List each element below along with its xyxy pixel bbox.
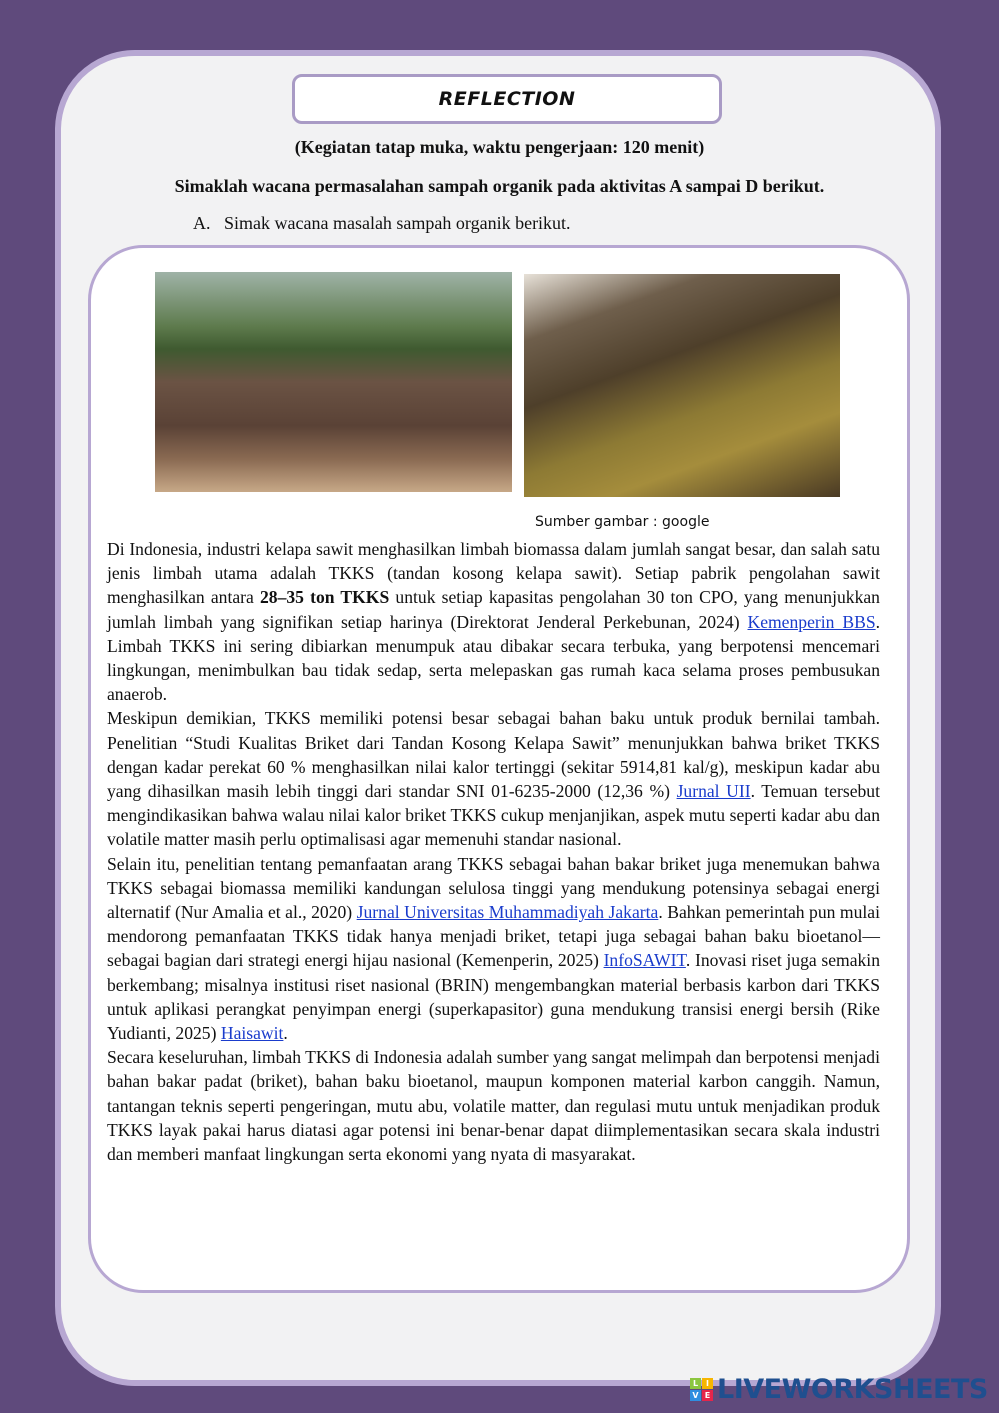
text-segment: untuk setiap kapasitas pengolahan 30 ton CPO, yang menunjukkan jumlah limbah yang signifikan setiap harinya (Direktorat Jenderal Perkebunan, 2024) <box>107 587 880 632</box>
live-logo-icon <box>690 1378 713 1401</box>
text-segment: Meskipun demikian, TKKS memiliki potensi besar sebagai bahan baku untuk produk bernilai tambah. Penelitian “Studi Kualitas Briket dari Tandan Kosong Kelapa Sawit” menunjukkan bahwa briket TKKS dengan kadar perekat 60 % menghasilkan nilai kalor tertinggi (sekitar 5914,81 kal/g), meskipun kadar abu yang dihasilkan masih lebih tinggi dari standar SNI 01-6235-2000 (12,36 %) <box>107 708 880 802</box>
liveworksheets-logo[interactable] <box>690 1374 988 1405</box>
paragraph <box>107 1045 880 1166</box>
logo-text: LIVEWORKSHEETS <box>717 1374 988 1405</box>
text-segment: Secara keseluruhan, limbah TKKS di Indonesia adalah sumber yang sangat melimpah dan berpotensi menjadi bahan bakar padat (briket), bahan baku bioetanol, maupun komponen material karbon canggih. Namun, tantangan teknis seperti pengeringan, mutu abu, volatile matter, dan regulasi mutu untuk menjadikan produk TKKS layak pakai harus diatasi agar potensi ini benar-benar dapat diimplementasikan secara skala industri dan memberi manfaat lingkungan serta ekonomi yang nyata di masyarakat. <box>107 1047 880 1165</box>
bold-text: 28–35 ton TKKS <box>259 587 390 608</box>
tkks-pile-image <box>524 274 840 497</box>
logo-letter: I <box>702 1378 713 1389</box>
text-segment: Di Indonesia, industri kelapa sawit menghasilkan limbah biomassa dalam jumlah sangat besar, dan salah satu jenis limbah utama adalah TKKS (tandan kosong kelapa sawit). Setiap pabrik pengolahan sawit menghasilkan antara <box>107 539 880 608</box>
image-caption: Sumber gambar : google <box>535 514 710 530</box>
text-segment: . Temuan tersebut mengindikasikan bahwa walau nilai kalor briket TKKS cukup menjanjikan, aspek mutu seperti kadar abu dan volatile matter masih perlu optimalisasi agar memenuhi standar nasional. <box>107 781 880 850</box>
reference-link[interactable]: Jurnal Universitas Muhammadiyah Jakarta <box>356 902 659 923</box>
text-segment: Selain itu, penelitian tentang pemanfaatan arang TKKS sebagai bahan bakar briket juga menemukan bahwa TKKS sebagai biomassa memiliki kandungan selulosa tinggi yang mendukung potensinya sebagai energi alternatif (Nur Amalia et al., 2020) <box>107 853 880 923</box>
reference-link[interactable]: Jurnal UII <box>676 781 751 802</box>
reference-link[interactable]: InfoSAWIT <box>603 950 686 971</box>
palm-plantation-waste-image <box>155 272 512 492</box>
paragraph <box>107 537 880 706</box>
instruction: Simaklah wacana permasalahan sampah organik pada aktivitas A sampai D berikut. <box>174 176 825 196</box>
logo-letter: L <box>690 1378 701 1389</box>
activity-subtitle: (Kegiatan tatap muka, waktu pengerjaan: 120 menit) <box>294 137 705 157</box>
page-title: REFLECTION <box>292 74 722 124</box>
text-segment: . Inovasi riset juga semakin berkembang; misalnya institusi riset nasional (BRIN) mengembangkan material berbasis karbon dari TKKS untuk aplikasi perangkat penyimpan energi (superkapasitor) guna mendukung transisi energi bersih (Rike Yudianti, 2025) <box>107 950 880 1044</box>
item-a: A. Simak wacana masalah sampah organik berikut. <box>193 213 571 233</box>
reference-link[interactable]: Haisawit <box>220 1023 284 1044</box>
paragraph <box>107 852 880 1046</box>
reference-link[interactable]: Kemenperin BBS <box>747 611 876 632</box>
logo-letter: E <box>702 1390 713 1401</box>
text-segment: . <box>283 1023 288 1044</box>
text-segment: . Limbah TKKS ini sering dibiarkan menumpuk atau dibakar secara terbuka, yang berpotensi mencemari lingkungan, menimbulkan bau tidak sedap, serta melepaskan gas rumah kaca selama proses pembusukan anaerob. <box>107 611 881 705</box>
reading-text <box>107 537 880 1166</box>
text-segment: . Bahkan pemerintah pun mulai mendorong pemanfaatan TKKS tidak hanya menjadi briket, tetapi juga sebagai bahan baku bioetanol—sebagai bagian dari strategi energi hijau nasional (Kemenperin, 2025) <box>107 902 880 971</box>
paragraph <box>107 706 880 851</box>
logo-letter: V <box>690 1390 701 1401</box>
